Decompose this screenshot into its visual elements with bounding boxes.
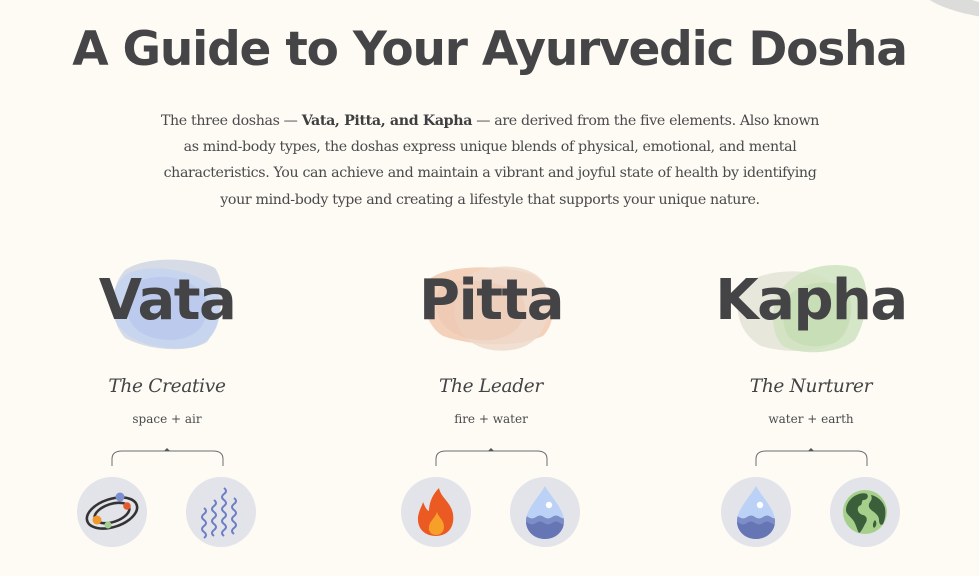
page-title: A Guide to Your Ayurvedic Dosha bbox=[72, 22, 907, 77]
dosha-elements: space + air bbox=[132, 412, 202, 426]
orbit-space-icon bbox=[77, 477, 147, 547]
dosha-card-kapha bbox=[691, 250, 931, 426]
dosha-elements: fire + water bbox=[454, 412, 528, 426]
dosha-card-vata bbox=[47, 250, 287, 426]
air-waves-icon bbox=[186, 477, 256, 547]
bracket-connector-icon bbox=[110, 447, 225, 469]
dosha-subtitle: The Creative bbox=[108, 376, 226, 397]
dosha-logo-vata bbox=[47, 250, 287, 360]
intro-dosha-names: Vata, Pitta, and Kapha bbox=[301, 113, 473, 129]
intro-paragraph bbox=[160, 108, 820, 213]
dosha-subtitle: The Nurturer bbox=[749, 376, 873, 397]
dosha-elements: water + earth bbox=[768, 412, 854, 426]
dosha-name: Vata bbox=[98, 268, 236, 333]
fire-icon bbox=[401, 477, 471, 547]
dosha-logo-kapha bbox=[691, 250, 931, 360]
water-drop-icon bbox=[510, 477, 580, 547]
dosha-name: Kapha bbox=[715, 268, 907, 333]
bracket-connector-icon bbox=[754, 447, 869, 469]
intro-text-rest: — are derived from the five elements. Also known as mind-body types, the doshas express unique blends of physical, emotional, and mental characteristics. You can achieve and maintain a vibrant and joyful state of health by identifying your mind-body type and creating a lifestyle that supports your unique nature. bbox=[163, 113, 820, 208]
dosha-subtitle: The Leader bbox=[439, 376, 543, 397]
decorative-corner-blob bbox=[915, 0, 979, 20]
intro-text-start: The three doshas — bbox=[160, 113, 302, 129]
dosha-logo-pitta bbox=[371, 250, 611, 360]
bracket-connector-icon bbox=[434, 447, 549, 469]
water-drop-icon bbox=[721, 477, 791, 547]
dosha-name: Pitta bbox=[418, 268, 564, 333]
dosha-card-pitta bbox=[371, 250, 611, 426]
earth-globe-icon bbox=[830, 477, 900, 547]
